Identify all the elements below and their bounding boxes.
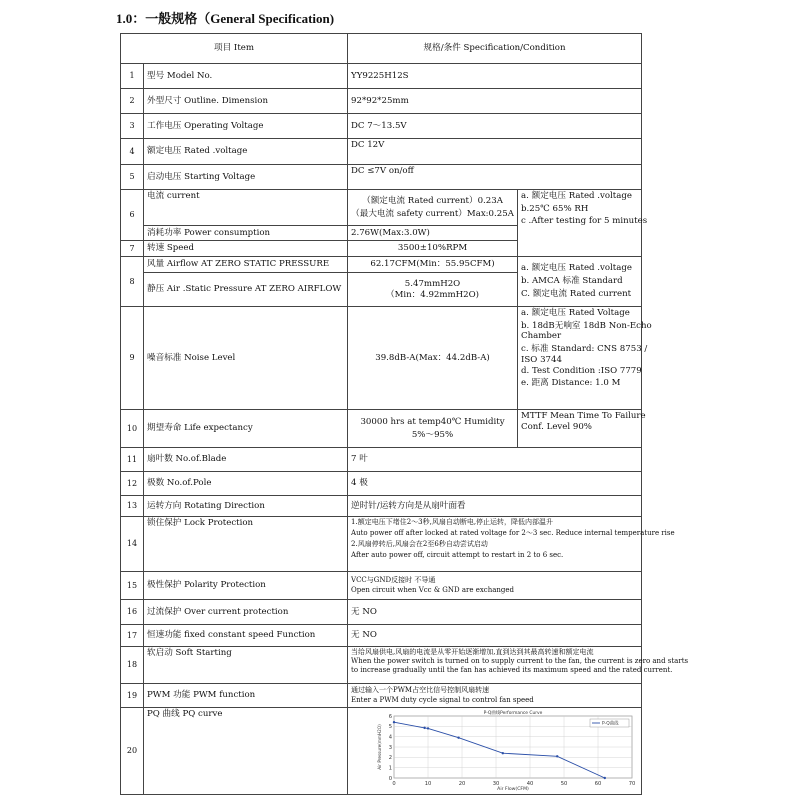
row-value: 39.8dB-A(Max：44.2dB-A) <box>348 307 518 410</box>
soft-start-text: to increase gradually until the fan has achieved its maximum speed and the rated current. <box>351 666 673 675</box>
row-item: 锁住保护 Lock Protection <box>144 517 348 572</box>
row-number: 20 <box>121 708 144 795</box>
row-value: 92*92*25mm <box>348 89 642 114</box>
row-number: 2 <box>121 89 144 114</box>
x-tick-label: 60 <box>594 781 602 787</box>
row-item-current: 电流 current <box>144 190 348 226</box>
data-point <box>457 737 459 739</box>
row-number: 10 <box>121 410 144 448</box>
row-number: 19 <box>121 684 144 708</box>
row-number: 5 <box>121 165 144 190</box>
chart-title: P-Q曲线Performance Curve <box>483 711 543 716</box>
table-row <box>121 448 642 472</box>
condition-line: b. AMCA 标准 Standard <box>521 276 623 287</box>
y-tick-label: 6 <box>388 713 393 720</box>
max-current: （最大电流 safety current）Max:0.25A <box>351 208 514 219</box>
row-number: 4 <box>121 139 144 165</box>
table-header-row <box>121 34 642 64</box>
row-value <box>348 684 642 708</box>
data-point <box>556 755 558 757</box>
row-value <box>348 410 518 448</box>
row-value-airflow: 62.17CFM(Min：55.95CFM) <box>348 257 518 273</box>
row-value <box>348 572 642 600</box>
row-value: DC 12V <box>348 139 642 165</box>
row-value-pressure <box>348 273 518 307</box>
condition-line: d. Test Condition :ISO 7779 <box>521 365 642 376</box>
condition-line: a. 额定电压 Rated .voltage <box>521 263 632 274</box>
row-item: 极性保护 Polarity Protection <box>144 572 348 600</box>
polarity-text: Open circuit when Vcc & GND are exchanged <box>351 585 515 594</box>
row-number: 9 <box>121 307 144 410</box>
condition-line: a. 额定电压 Rated .voltage <box>521 191 632 201</box>
condition-line: b.25℃ 65% RH <box>521 203 589 214</box>
row-number: 17 <box>121 625 144 647</box>
table-row <box>121 517 642 572</box>
table-row <box>121 572 642 600</box>
row-number: 3 <box>121 114 144 139</box>
pressure-min: （Min：4.92mmH2O) <box>385 289 480 300</box>
rated-current: （额定电流 Rated current）0.23A <box>362 195 503 206</box>
condition-line: b. 18dB无响室 18dB Non-Echo <box>521 320 652 331</box>
row-item: 过流保护 Over current protection <box>144 600 348 625</box>
table-row <box>121 625 642 647</box>
condition-line: Chamber <box>521 331 562 342</box>
data-point <box>423 727 425 729</box>
row-item-power: 消耗功率 Power consumption <box>144 226 348 241</box>
row-item: 恒速功能 fixed constant speed Function <box>144 625 348 647</box>
row-value: DC ≤7V on/off <box>348 165 642 190</box>
table-row <box>121 708 642 795</box>
x-tick-label: 30 <box>492 781 500 787</box>
y-tick-label: 1 <box>388 765 393 772</box>
row-condition <box>518 307 652 410</box>
y-tick-label: 5 <box>388 724 393 731</box>
row-number: 11 <box>121 448 144 472</box>
table-row <box>121 307 642 410</box>
row-value: 7 叶 <box>348 448 642 472</box>
condition-line: MTTF Mean Time To Failure <box>521 411 646 421</box>
table-row <box>121 684 642 708</box>
table-row <box>121 472 642 496</box>
row-item: 期望寿命 Life expectancy <box>144 410 348 448</box>
condition-line: ISO 3744 <box>521 354 562 365</box>
pwm-text: Enter a PWM duty cycle signal to control fan speed <box>351 695 534 704</box>
row-item: 软启动 Soft Starting <box>144 647 348 684</box>
y-tick-label: 4 <box>388 734 393 741</box>
data-point <box>393 721 395 723</box>
data-point <box>604 777 606 779</box>
row-number: 14 <box>121 517 144 572</box>
row-item: 外型尺寸 Outline. Dimension <box>144 89 348 114</box>
row-item: 运转方向 Rotating Direction <box>144 496 348 517</box>
table-row <box>121 600 642 625</box>
table-row <box>121 165 642 190</box>
row-item: 额定电压 Rated .voltage <box>144 139 348 165</box>
condition-line: e. 距离 Distance: 1.0 M <box>521 378 621 389</box>
lock-text: 1.额定电压下堵住2～3秒,风扇自动断电,停止运转，降低内部温升 <box>351 518 554 526</box>
table-row <box>121 64 642 89</box>
table-row <box>121 257 642 273</box>
row-value <box>348 517 675 572</box>
x-tick-label: 40 <box>526 781 534 787</box>
y-tick-label: 2 <box>388 755 393 762</box>
pressure-value: 5.47mmH2O <box>404 278 461 289</box>
section-heading: 1.0：一般规格（General Specification) <box>116 11 335 26</box>
row-value: 4 极 <box>348 472 642 496</box>
row-number: 6 <box>121 190 144 241</box>
row-number: 8 <box>121 257 144 307</box>
pq-curve-cell <box>348 708 642 795</box>
soft-start-text: 当给风扇供电,风扇的电流是从零开始逐渐增加,直到达到其最高转速和额定电流 <box>351 648 594 656</box>
x-tick-label: 20 <box>458 781 466 787</box>
row-item: PQ 曲线 PQ curve <box>144 708 348 795</box>
polarity-text: VCC与GND反接时 不导通 <box>351 576 436 585</box>
row-item-airflow: 风量 Airflow AT ZERO STATIC PRESSURE <box>144 257 348 273</box>
row-item: 工作电压 Operating Voltage <box>144 114 348 139</box>
row-value: DC 7～13.5V <box>348 114 642 139</box>
table-row <box>121 139 642 165</box>
row-number: 18 <box>121 647 144 684</box>
row-item: PWM 功能 PWM function <box>144 684 348 708</box>
row-value <box>348 647 689 684</box>
soft-start-text: When the power switch is turned on to supply current to the fan, the current is zero and starts <box>351 657 689 666</box>
table-row <box>121 647 642 684</box>
row-item: 转速 Speed <box>144 241 348 257</box>
x-tick-label: 50 <box>560 781 568 787</box>
life-value: 30000 hrs at temp40℃ Humidity <box>360 416 505 427</box>
row-value: 无 NO <box>348 625 642 647</box>
row-condition <box>518 190 648 257</box>
row-condition <box>518 257 642 307</box>
table-row <box>121 496 642 517</box>
lock-text: After auto power off, circuit attempt to restart in 2 to 6 sec. <box>351 551 564 560</box>
lock-text: Auto power off after locked at rated voltage for 2～3 sec. Reduce internal temperature rise <box>351 529 675 538</box>
row-item: 启动电压 Starting Voltage <box>144 165 348 190</box>
table-row <box>121 89 642 114</box>
x-tick-label: 0 <box>392 781 396 787</box>
row-condition <box>518 410 646 448</box>
row-number: 7 <box>121 241 144 257</box>
table-row <box>121 410 642 448</box>
row-item: 扇叶数 No.of.Blade <box>144 448 348 472</box>
life-humidity: 5%～95% <box>411 429 454 440</box>
row-number: 13 <box>121 496 144 517</box>
row-number: 16 <box>121 600 144 625</box>
data-point <box>427 727 429 729</box>
row-value: 逆时针/运转方向是从扇叶面看 <box>348 496 642 517</box>
condition-line: a. 额定电压 Rated Voltage <box>521 308 630 318</box>
condition-line: C. 额定电流 Rated current <box>521 288 632 299</box>
row-number: 12 <box>121 472 144 496</box>
row-item-pressure: 静压 Air .Static Pressure AT ZERO AIRFLOW <box>144 273 348 307</box>
data-point <box>502 752 504 754</box>
header-spec: 规格/条件 Specification/Condition <box>348 34 642 64</box>
y-tick-label: 3 <box>388 744 393 751</box>
x-axis-label: Air Flow(CFM) <box>497 787 529 792</box>
condition-line: c .After testing for 5 minutes <box>521 216 648 227</box>
header-item: 项目 Item <box>121 34 348 64</box>
row-number: 1 <box>121 64 144 89</box>
y-axis-label: Air Pressure(mmH2O) <box>377 724 383 770</box>
y-tick-label: 0 <box>388 775 393 782</box>
pwm-text: 通过输入一个PWM占空比信号控制风扇转速 <box>351 686 490 695</box>
table-row <box>121 114 642 139</box>
row-value-current <box>348 190 518 226</box>
row-item: 型号 Model No. <box>144 64 348 89</box>
table-row <box>121 190 642 226</box>
legend-label: P-Q曲线 <box>602 721 619 727</box>
row-value: YY9225H12S <box>348 64 642 89</box>
row-item: 噪音标准 Noise Level <box>144 307 348 410</box>
condition-line: c. 标准 Standard: CNS 8753 / <box>521 344 648 355</box>
row-value: 无 NO <box>348 600 642 625</box>
x-tick-label: 70 <box>628 781 636 787</box>
row-item: 极数 No.of.Pole <box>144 472 348 496</box>
specification-table <box>120 33 689 795</box>
condition-line: Conf. Level 90% <box>521 421 592 432</box>
pq-curve-chart <box>348 708 638 790</box>
lock-text: 2.风扇停转后,风扇会在2至6秒自动尝试启动 <box>351 540 488 549</box>
row-value-power: 2.76W(Max:3.0W) <box>348 226 518 241</box>
row-number: 15 <box>121 572 144 600</box>
x-tick-label: 10 <box>424 781 432 787</box>
row-value: 3500±10%RPM <box>348 241 518 257</box>
